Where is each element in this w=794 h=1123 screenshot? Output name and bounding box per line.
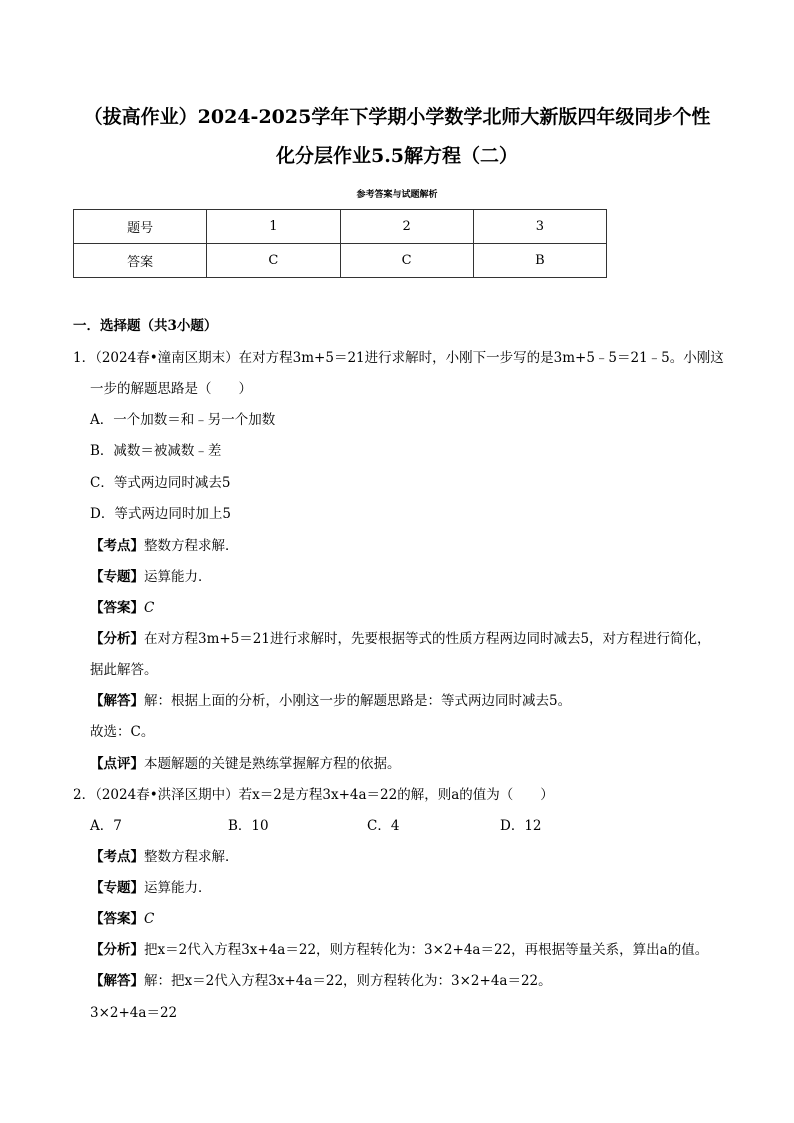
q2-step-1: 3×2+4a＝22 xyxy=(90,1005,178,1021)
daan-tag: 【答案】 xyxy=(90,600,144,616)
q2-daan xyxy=(90,910,154,928)
q1-option-b: B．减数＝被减数﹣差 xyxy=(90,443,222,459)
q1-dianping xyxy=(90,755,401,773)
q2-option-c: C．4 xyxy=(367,818,400,834)
q1-option-d: D．等式两边同时加上5 xyxy=(90,506,231,522)
fenxi-tag: 【分析】 xyxy=(90,942,144,958)
document-title-line-1: （拔高作业）2024-2025学年下学期小学数学北师大新版四年级同步个性 xyxy=(83,106,711,128)
zhuanti-text: 运算能力． xyxy=(144,880,212,896)
daan-text: C xyxy=(144,911,155,927)
answer-table xyxy=(73,209,607,278)
zhuanti-tag: 【专题】 xyxy=(90,569,144,585)
q2-kaodian xyxy=(90,848,239,866)
zhuanti-text: 运算能力． xyxy=(144,569,212,585)
q1-guxuan: 故选：C。 xyxy=(90,724,155,740)
table-header-number: 题号 xyxy=(74,210,207,244)
dianping-text: 本题解题的关键是熟练掌握解方程的依据。 xyxy=(144,756,401,772)
kaodian-text: 整数方程求解． xyxy=(144,849,239,865)
table-cell-number-3: 3 xyxy=(473,210,606,244)
table-row xyxy=(74,210,607,244)
q1-fenxi-line-2: 据此解答。 xyxy=(90,662,158,678)
table-row xyxy=(74,244,607,278)
q2-option-b: B．10 xyxy=(228,818,269,834)
daan-text: C xyxy=(144,600,155,616)
q2-jieda xyxy=(90,972,552,990)
q2-fenxi xyxy=(90,941,708,959)
q1-fenxi-line-1 xyxy=(90,630,711,648)
zhuanti-tag: 【专题】 xyxy=(90,880,144,896)
daan-tag: 【答案】 xyxy=(90,911,144,927)
q1-stem-line-2: 一步的解题思路是（ ） xyxy=(90,381,252,397)
fenxi-text: 把x＝2代入方程3x+4a＝22，则方程转化为：3×2+4a＝22，再根据等量关系，算出a的值。 xyxy=(144,942,709,958)
document-subtitle: 参考答案与试题解析 xyxy=(356,190,438,200)
dianping-tag: 【点评】 xyxy=(90,756,144,772)
table-cell-answer-1: C xyxy=(207,244,340,278)
q1-zhuanti xyxy=(90,568,212,586)
kaodian-tag: 【考点】 xyxy=(90,538,144,554)
table-header-answer: 答案 xyxy=(74,244,207,278)
jieda-tag: 【解答】 xyxy=(90,973,144,989)
table-cell-answer-3: B xyxy=(473,244,606,278)
kaodian-text: 整数方程求解． xyxy=(144,538,239,554)
jieda-tag: 【解答】 xyxy=(90,693,144,709)
section-header: 一．选择题（共3小题） xyxy=(73,318,218,334)
q2-zhuanti xyxy=(90,879,212,897)
q2-option-a: A．7 xyxy=(90,818,122,834)
q1-option-a: A．一个加数＝和﹣另一个加数 xyxy=(90,412,276,428)
jieda-text: 解：根据上面的分析，小刚这一步的解题思路是：等式两边同时减去5。 xyxy=(144,693,572,709)
kaodian-tag: 【考点】 xyxy=(90,849,144,865)
fenxi-text: 在对方程3m+5＝21进行求解时，先要根据等式的性质方程两边同时减去5，对方程进行简化， xyxy=(144,631,711,647)
q1-kaodian xyxy=(90,537,239,555)
q1-option-c: C．等式两边同时减去5 xyxy=(90,475,231,491)
q2-option-d: D．12 xyxy=(500,818,542,834)
q1-daan xyxy=(90,599,154,617)
fenxi-tag: 【分析】 xyxy=(90,631,144,647)
table-cell-number-2: 2 xyxy=(340,210,473,244)
q1-stem-line-1: 1．（2024春•潼南区期末）在对方程3m+5＝21进行求解时，小刚下一步写的是3m+5﹣5＝21﹣5。小刚这 xyxy=(73,350,724,366)
jieda-text: 解：把x＝2代入方程3x+4a＝22，则方程转化为：3×2+4a＝22。 xyxy=(144,973,552,989)
table-cell-answer-2: C xyxy=(340,244,473,278)
document-title-line-2: 化分层作业5.5解方程（二） xyxy=(275,145,519,167)
q1-jieda xyxy=(90,692,571,710)
q2-stem: 2．（2024春•洪泽区期中）若x＝2是方程3x+4a＝22的解，则a的值为（ ） xyxy=(73,787,554,803)
table-cell-number-1: 1 xyxy=(207,210,340,244)
